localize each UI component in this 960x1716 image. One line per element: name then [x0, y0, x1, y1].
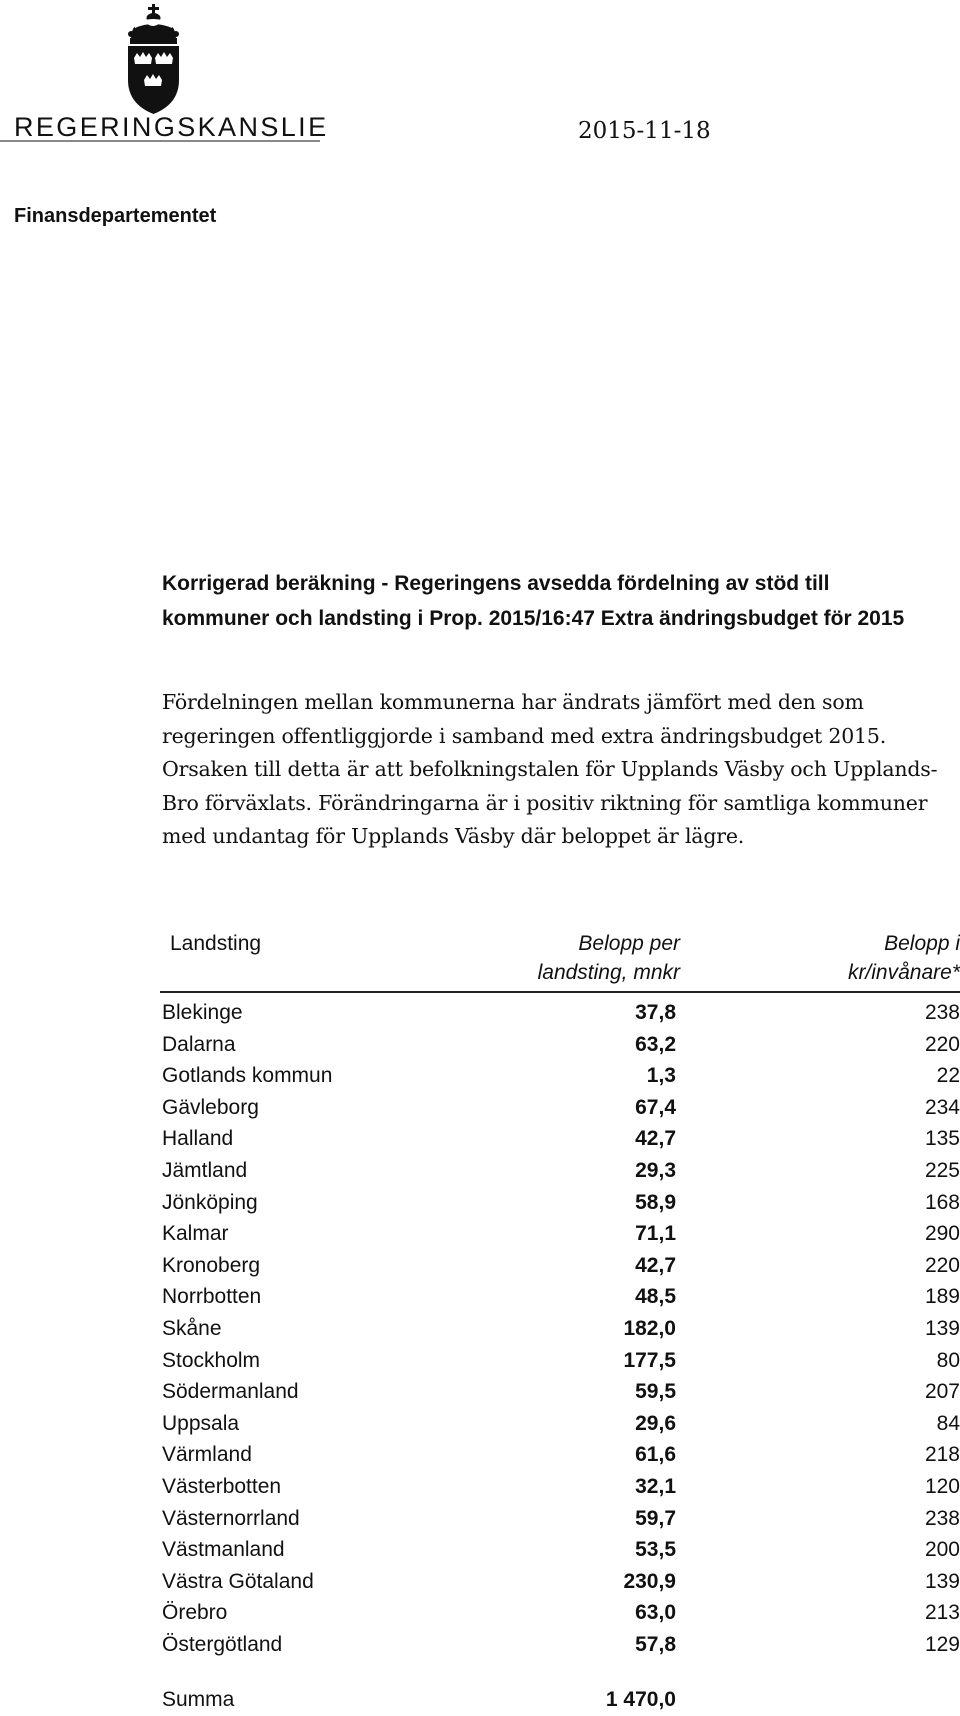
- table-row: [160, 1408, 960, 1440]
- row-per-capita: 234: [924, 1095, 960, 1119]
- row-per-capita: 189: [924, 1285, 960, 1309]
- row-name: Kronoberg: [162, 1253, 261, 1277]
- row-per-capita: 207: [924, 1380, 960, 1404]
- row-belopp: 29,3: [635, 1158, 676, 1182]
- row-per-capita: 213: [924, 1601, 960, 1625]
- row-name: Södermanland: [162, 1380, 299, 1404]
- row-belopp: 1,3: [646, 1064, 676, 1088]
- row-per-capita: 290: [924, 1222, 960, 1246]
- table-row: [160, 1597, 960, 1629]
- row-per-capita: 139: [924, 1316, 960, 1340]
- row-belopp: 67,4: [635, 1095, 676, 1119]
- row-per-capita: 80: [936, 1348, 960, 1372]
- table-row: [160, 1534, 960, 1566]
- row-belopp: 177,5: [623, 1348, 676, 1372]
- row-per-capita: 129: [924, 1632, 960, 1656]
- row-belopp: 53,5: [635, 1538, 676, 1562]
- row-belopp: 230,9: [623, 1569, 676, 1593]
- header-per-capita: Belopp i kr/invånare*: [847, 932, 960, 984]
- table-row: [160, 1566, 960, 1598]
- row-per-capita: 200: [924, 1538, 960, 1562]
- row-belopp: 42,7: [635, 1253, 676, 1277]
- row-name: Västerbotten: [162, 1474, 282, 1498]
- table-row: [160, 1629, 960, 1661]
- table-row: [160, 997, 960, 1029]
- row-per-capita: 220: [924, 1032, 960, 1056]
- table-row: [160, 1092, 960, 1124]
- table-row: [160, 1218, 960, 1250]
- row-name: Gotlands kommun: [162, 1064, 333, 1088]
- row-per-capita: 120: [924, 1474, 960, 1498]
- table-row: [160, 1313, 960, 1345]
- row-belopp: 61,6: [635, 1443, 676, 1467]
- row-per-capita: 139: [924, 1569, 960, 1593]
- row-belopp: 182,0: [623, 1316, 676, 1340]
- row-per-capita: 84: [936, 1411, 960, 1435]
- table-sum-row: [160, 1684, 960, 1716]
- table-row: [160, 1029, 960, 1061]
- table-row: [160, 1439, 960, 1471]
- row-per-capita: 225: [924, 1158, 960, 1182]
- row-name: Jämtland: [162, 1158, 248, 1182]
- table-row: [160, 1281, 960, 1313]
- department-name: Finansdepartementet: [14, 205, 217, 227]
- row-per-capita: 238: [924, 1506, 960, 1530]
- row-belopp: 32,1: [635, 1474, 676, 1498]
- table-row: [160, 1123, 960, 1155]
- table-row: [160, 1060, 960, 1092]
- row-name: Blekinge: [162, 1001, 243, 1024]
- row-name: Västernorrland: [162, 1506, 300, 1530]
- row-belopp: 63,0: [635, 1601, 676, 1625]
- row-name: Skåne: [162, 1316, 222, 1340]
- row-per-capita: 218: [924, 1443, 960, 1467]
- row-belopp: 48,5: [635, 1285, 676, 1309]
- table-row: [160, 1345, 960, 1377]
- row-per-capita: 238: [924, 1001, 960, 1024]
- government-emblem-icon: [0, 0, 325, 145]
- distribution-table: [160, 927, 960, 1711]
- row-per-capita: 220: [924, 1253, 960, 1277]
- sum-label: Summa: [162, 1688, 235, 1711]
- row-name: Västra Götaland: [162, 1569, 314, 1593]
- row-name: Östergötland: [162, 1632, 283, 1656]
- document-date: 2015-11-18: [578, 118, 711, 144]
- row-name: Norrbotten: [162, 1285, 262, 1309]
- row-name: Uppsala: [162, 1411, 240, 1435]
- table-row: [160, 1155, 960, 1187]
- row-name: Jönköping: [162, 1190, 258, 1214]
- table-row: [160, 1376, 960, 1408]
- row-belopp: 57,8: [635, 1632, 676, 1656]
- document-body: Fördelningen mellan kommunerna har ändrats jämfört med den som regeringen offentliggjorde i samband med extra ändringsbudget 2015. Orsaken till detta är att befolkningstalen för Upplands Väsby och Upplands-Bro förväxlats. Förändringarna är i positiv riktning för samtliga kommuner med undantag för Upplands Väsby där beloppet är lägre.: [162, 690, 938, 848]
- table-row: [160, 1503, 960, 1535]
- row-name: Örebro: [162, 1601, 228, 1625]
- row-belopp: 59,7: [635, 1506, 676, 1530]
- row-belopp: 71,1: [635, 1222, 676, 1246]
- row-name: Halland: [162, 1127, 234, 1151]
- row-name: Värmland: [162, 1443, 252, 1467]
- table-row: [160, 1187, 960, 1219]
- table-row: [160, 1471, 960, 1503]
- header-belopp: Belopp per landsting, mnkr: [537, 932, 680, 984]
- org-wordmark: REGERINGSKANSLIET: [14, 112, 325, 142]
- row-belopp: 59,5: [635, 1380, 676, 1404]
- table-body: [160, 993, 960, 1660]
- table-row: [160, 1250, 960, 1282]
- sum-value: 1 470,0: [605, 1688, 676, 1711]
- row-belopp: 63,2: [635, 1032, 676, 1056]
- row-name: Västmanland: [162, 1538, 285, 1562]
- row-belopp: 37,8: [635, 1001, 676, 1024]
- table-header: [160, 927, 960, 993]
- row-name: Kalmar: [162, 1222, 229, 1246]
- row-name: Gävleborg: [162, 1095, 259, 1119]
- row-per-capita: 135: [924, 1127, 960, 1151]
- row-belopp: 58,9: [635, 1190, 676, 1214]
- regeringskansliet-logo: [0, 0, 325, 145]
- row-per-capita: 168: [924, 1190, 960, 1214]
- row-name: Dalarna: [162, 1032, 236, 1056]
- header-landsting: Landsting: [170, 932, 262, 955]
- row-belopp: 42,7: [635, 1127, 676, 1151]
- row-per-capita: 22: [936, 1064, 960, 1088]
- row-belopp: 29,6: [635, 1411, 676, 1435]
- row-name: Stockholm: [162, 1348, 261, 1372]
- document-heading: Korrigerad beräkning - Regeringens avsedda fördelning av stöd till kommuner och landsting i Prop. 2015/16:47 Extra ändringsbudget för 2015: [162, 572, 905, 630]
